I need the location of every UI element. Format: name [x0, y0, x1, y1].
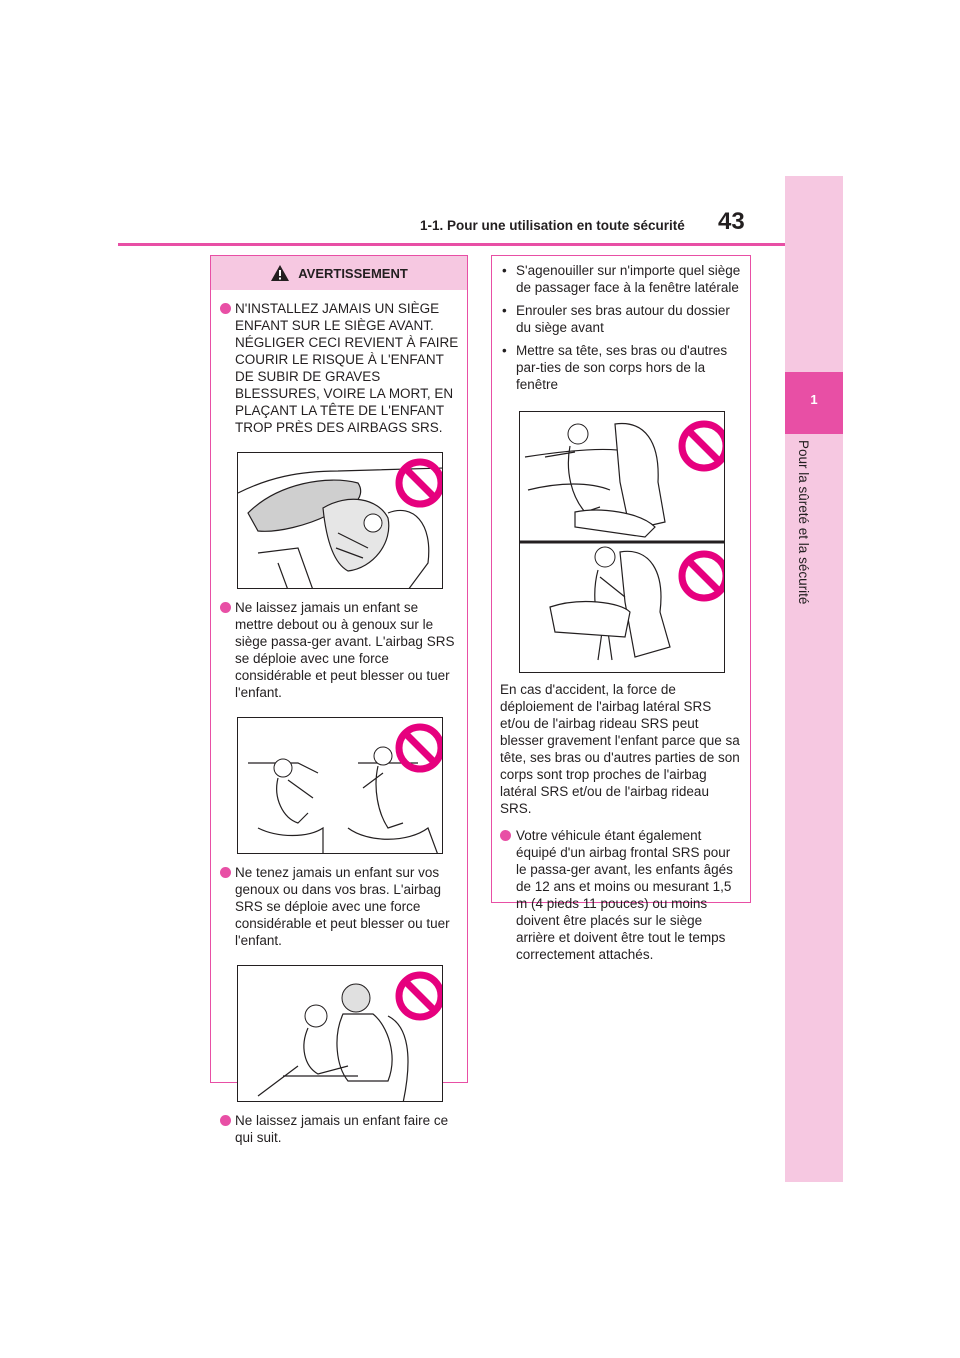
dash-marker: • [502, 263, 507, 278]
dash-list-item [500, 342, 742, 393]
warning-continuation-box [491, 255, 751, 962]
dash-marker: • [502, 303, 507, 318]
bullet-list-item [500, 827, 742, 963]
warning-item-text: Ne laissez jamais un enfant se mettre debout ou à genoux sur le siège passa-ger avant. L'airbag SRS se déploie avec une force considérable et peut blesser ou tuer l'enfant. [235, 600, 455, 700]
prohibition-icon [682, 424, 725, 468]
bullet-icon [220, 1115, 231, 1126]
warning-item-text: N'INSTALLEZ JAMAIS UN SIÈGE ENFANT SUR LE SIÈGE AVANT. NÉGLIGER CECI REVIENT À FAIRE COURIR LE RISQUE À L'ENFANT DE SUBIR DE GRAVES BLESSURES, VOIRE LA MORT, EN PLAÇANT LA TÊTE DE L'ENFANT TROP PRÈS DES AIRBAGS SRS. [235, 301, 459, 435]
dash-list-item [500, 302, 742, 336]
dash-item-text: Enrouler ses bras autour du dossier du siège avant [516, 303, 730, 335]
warning-triangle-icon [270, 264, 290, 282]
chapter-side-tab [785, 176, 843, 1182]
bullet-icon [220, 303, 231, 314]
paragraph: En cas d'accident, la force de déploiement de l'airbag latéral SRS et/ou de l'airbag rideau SRS peut blesser gravement l'enfant parce que sa tête, ses bras ou d'autres parties de son corps sont trop proches de l'airbag latéral SRS et/ou de l'airbag rideau SRS. [500, 682, 740, 816]
dash-item-text: Mettre sa tête, ses bras ou d'autres par-ties de son corps hors de la fenêtre [516, 343, 728, 392]
illustration-child-kneeling-window [519, 411, 725, 673]
chapter-label: Pour la sûreté et la sécurité [796, 440, 811, 605]
illustration-front-airbag-child-seat [237, 452, 443, 589]
illustration-child-standing [237, 717, 443, 854]
bullet-item-text: Votre véhicule étant également équipé d'un airbag frontal SRS pour le passa-ger avant, les enfants âgés de 12 ans et moins ou mesurant 1,5 m (4 pieds 11 pouces) ou moins doivent être placés sur le siège arrière et doivent être tout le temps correctement attachés. [516, 828, 733, 962]
warning-item-text: Ne tenez jamais un enfant sur vos genoux ou dans vos bras. L'airbag SRS se déploie avec une force considérable et peut blesser ou tuer l'enfant. [235, 865, 450, 948]
warning-item [217, 300, 459, 436]
dash-list-item [500, 262, 742, 296]
warning-heading: AVERTISSEMENT [298, 265, 408, 281]
warning-item-text: Ne laissez jamais un enfant faire ce qui suit. [235, 1113, 449, 1145]
section-title: 1-1. Pour une utilisation en toute sécurité [420, 218, 685, 233]
warning-item [217, 599, 459, 701]
prohibition-icon [399, 975, 441, 1017]
prohibition-icon [399, 727, 441, 769]
dash-item-text: S'agenouiller sur n'importe quel siège de passager face à la fenêtre latérale [516, 263, 741, 295]
bullet-icon [220, 602, 231, 613]
prohibition-icon [682, 554, 725, 598]
chapter-number: 1 [810, 392, 818, 407]
warning-item [217, 864, 459, 949]
header-rule [118, 243, 785, 246]
bullet-icon [500, 830, 511, 841]
illustration-child-on-lap [237, 965, 443, 1102]
page-number: 43 [718, 208, 745, 235]
warning-box [210, 255, 468, 1145]
bullet-icon [220, 867, 231, 878]
warning-item [217, 1112, 459, 1146]
warning-header [211, 256, 467, 290]
dash-marker: • [502, 343, 507, 358]
